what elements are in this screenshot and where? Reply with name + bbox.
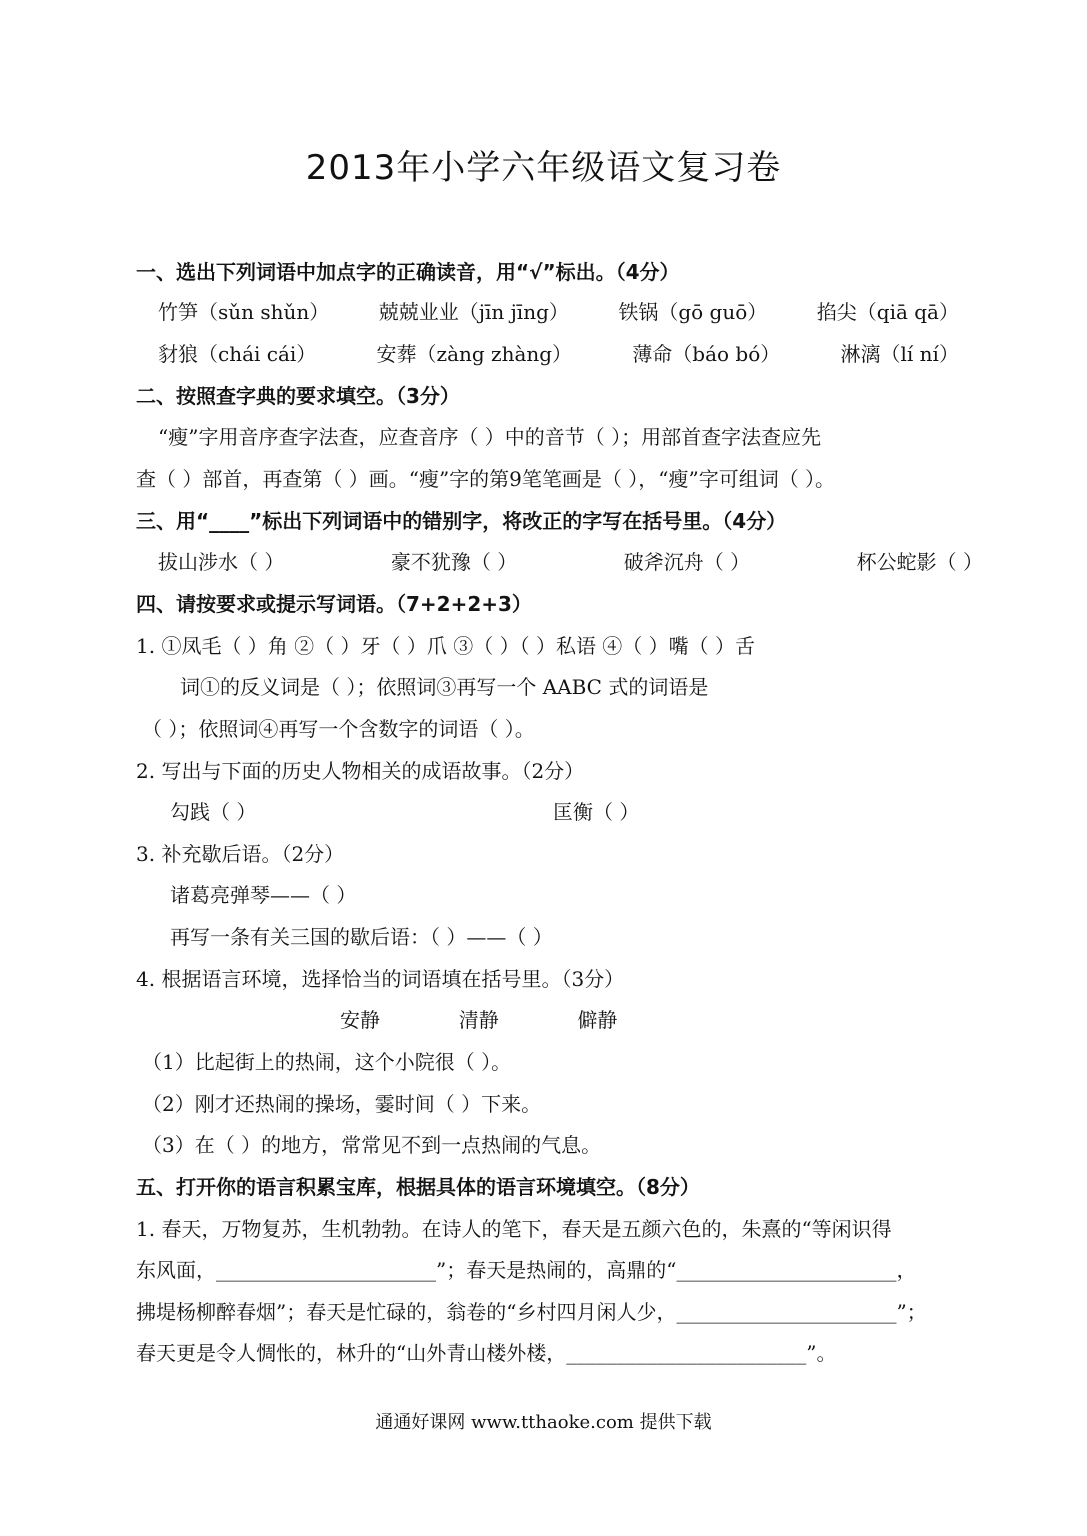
question-4-4-b: （2）刚才还热闹的操场，霎时间（ ）下来。 (142, 1092, 542, 1116)
question-4-1-c: （ ）；依照词④再写一个含数字的词语（ ）。 (142, 717, 535, 741)
question-4-3-a: 诸葛亮弹琴——（ ） (170, 883, 357, 907)
question-4-4-a: （1）比起街上的热闹，这个小院很（ ）。 (142, 1050, 512, 1074)
idiom-item: 杯公蛇影（ ） (856, 550, 983, 574)
word-choice: 僻静 (577, 1008, 618, 1032)
question-4-3-b: 再写一条有关三国的歇后语：（ ）——（ ） (170, 925, 553, 949)
section-5-line-2: 东风面，______________________”；春天是热闹的，高鼎的“______________________， (136, 1258, 917, 1282)
question-4-4: 4. 根据语言环境，选择恰当的词语填在括号里。（3分） (136, 967, 625, 991)
question-4-4-c: （3）在（ ）的地方，常常见不到一点热闹的气息。 (142, 1133, 602, 1157)
section-3-items (158, 548, 983, 576)
pinyin-item: 安葬（zàng zhàng） (376, 342, 573, 366)
section-5-heading: 五、打开你的语言积累宝库，根据具体的语言环境填空。（8分） (136, 1175, 700, 1199)
question-4-2-b: 匡衡（ ） (553, 800, 640, 824)
section-1-row-1 (158, 298, 959, 326)
idiom-item: 拔山涉水（ ） (158, 550, 285, 574)
word-choices (340, 1006, 983, 1034)
footer-source: 通通好课网 www.tthaoke.com 提供下载 (375, 1412, 712, 1433)
page-title: 2013年小学六年级语文复习卷 (305, 148, 782, 188)
pinyin-item: 兢兢业业（jīn jīng） (378, 300, 569, 324)
section-1-heading: 一、选出下列词语中加点字的正确读音，用“√”标出。（4分） (136, 260, 680, 284)
section-2-line-1: “瘦”字用音序查字法查，应查音序（ ）中的音节（ ）；用部首查字法查应先 (158, 425, 822, 449)
section-5-line-3: 拂堤杨柳醉春烟”；春天是忙碌的，翁卷的“乡村四月闲人少，______________________”； (136, 1300, 927, 1324)
idiom-item: 豪不犹豫（ ） (390, 550, 518, 574)
pinyin-item: 淋漓（lí ní） (840, 342, 959, 366)
idiom-item: 破斧沉舟（ ） (623, 550, 751, 574)
pinyin-item: 铁锅（gō guō） (618, 300, 768, 324)
question-4-3: 3. 补充歇后语。（2分） (136, 842, 345, 866)
section-5-line-1: 1. 春天，万物复苏，生机勃勃。在诗人的笔下，春天是五颜六色的，朱熹的“等闲识得 (136, 1217, 892, 1241)
section-3-heading: 三、用“____”标出下列词语中的错别字，将改正的字写在括号里。（4分） (136, 509, 787, 533)
section-2-line-2: 查（ ）部首，再查第（ ）画。“瘦”字的第9笔笔画是（ ），“瘦”字可组词（ ）。 (136, 467, 836, 491)
section-2-heading: 二、按照查字典的要求填空。（3分） (136, 384, 460, 408)
question-4-1-b: 词①的反义词是（ ）；依照词③再写一个 AABC 式的词语是 (180, 675, 709, 699)
pinyin-item: 豺狼（chái cái） (158, 342, 317, 366)
word-choice: 安静 (340, 1008, 380, 1032)
word-choice: 清静 (458, 1008, 499, 1032)
section-5-line-4: 春天更是令人惆怅的，林升的“山外青山楼外楼，________________________”。 (136, 1341, 837, 1365)
section-4-heading: 四、请按要求或提示写词语。（7+2+2+3） (136, 592, 532, 616)
question-4-2-a: 勾践（ ） (170, 800, 257, 824)
pinyin-item: 竹笋（sǔn shǔn） (158, 300, 330, 324)
section-1-row-2 (158, 340, 959, 368)
pinyin-item: 掐尖（qiā qā） (816, 300, 959, 324)
question-4-2: 2. 写出与下面的历史人物相关的成语故事。（2分） (136, 759, 585, 783)
question-4-1: 1. ①凤毛（ ）角 ②（ ）牙（ ）爪 ③（ ）（ ）私语 ④（ ）嘴（ ）舌 (136, 634, 756, 658)
pinyin-item: 薄命（báo bó） (632, 342, 781, 366)
